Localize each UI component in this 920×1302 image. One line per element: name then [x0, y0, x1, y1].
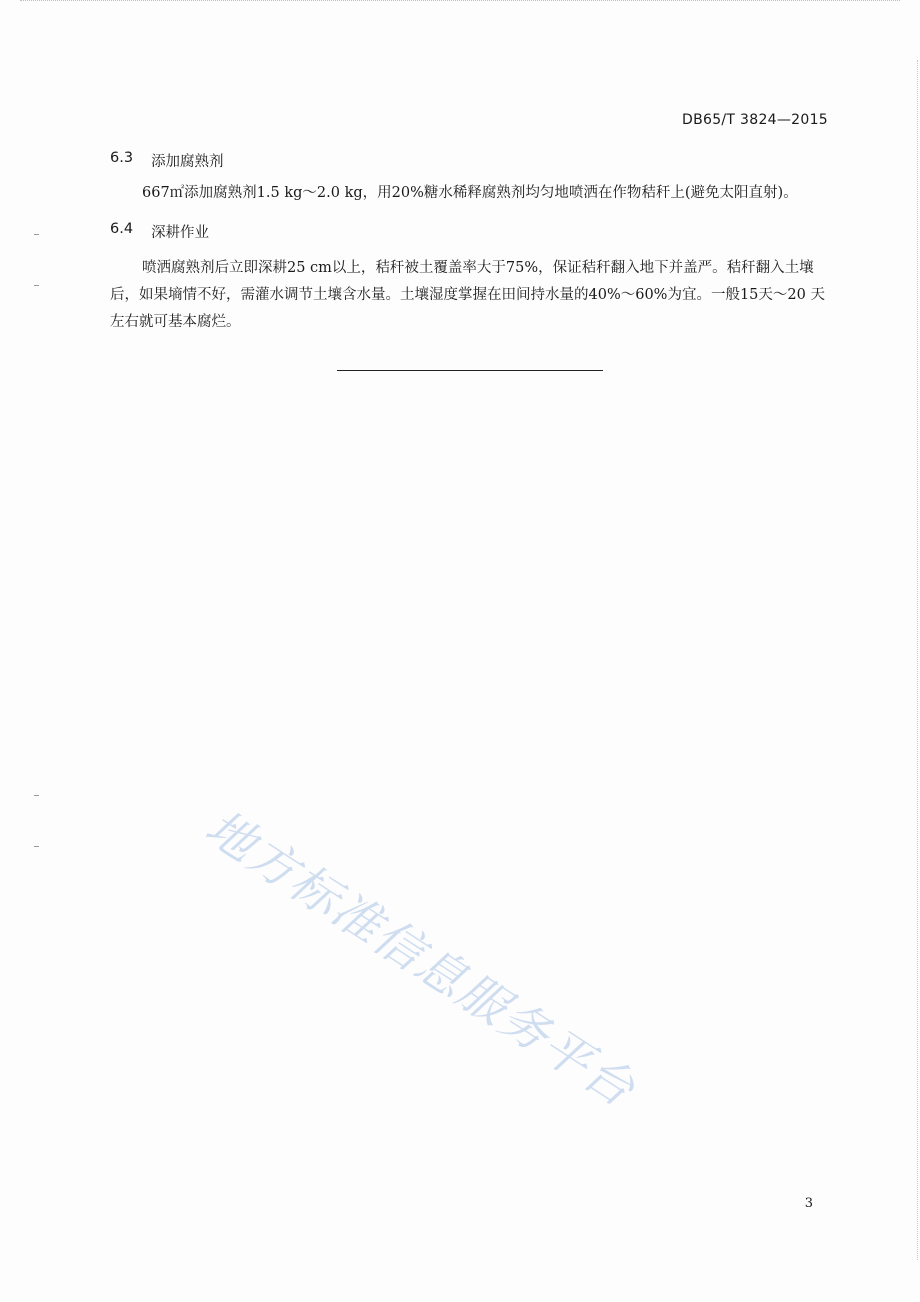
section-heading-6-4: [110, 221, 209, 242]
section-heading-6-3: [110, 150, 224, 171]
end-of-document-rule: [337, 370, 603, 371]
margin-tick: [34, 795, 39, 796]
scan-edge-top: [20, 0, 900, 7]
section-number: 6.3: [110, 150, 134, 166]
scan-edge-right: [916, 60, 918, 1260]
margin-tick: [34, 285, 39, 286]
section-body-6-3: 667㎡添加腐熟剂1.5 kg～2.0 kg，用20%糖水稀释腐熟剂均匀地喷洒在作物秸秆上(避免太阳直射)。: [142, 185, 798, 201]
page-number: 3: [804, 1196, 813, 1211]
margin-tick: [34, 234, 39, 235]
standard-code: DB65/T 3824—2015: [682, 112, 828, 128]
section-number: 6.4: [110, 221, 134, 237]
watermark-text: 地方标准信息服务平台: [195, 799, 646, 1119]
section-title: 添加腐熟剂: [151, 154, 224, 170]
section-title: 深耕作业: [151, 225, 210, 241]
section-body-6-4: 喷洒腐熟剂后立即深耕25 cm以上，秸秆被土覆盖率大于75%，保证秸秆翻入地下并盖严。秸秆翻入土壤后，如果墒情不好，需灌水调节土壤含水量。土壤湿度掌握在田间持水量的40%～60%为宜。一般15天～20 天左右就可基本腐烂。: [110, 260, 825, 330]
margin-tick: [34, 846, 39, 847]
